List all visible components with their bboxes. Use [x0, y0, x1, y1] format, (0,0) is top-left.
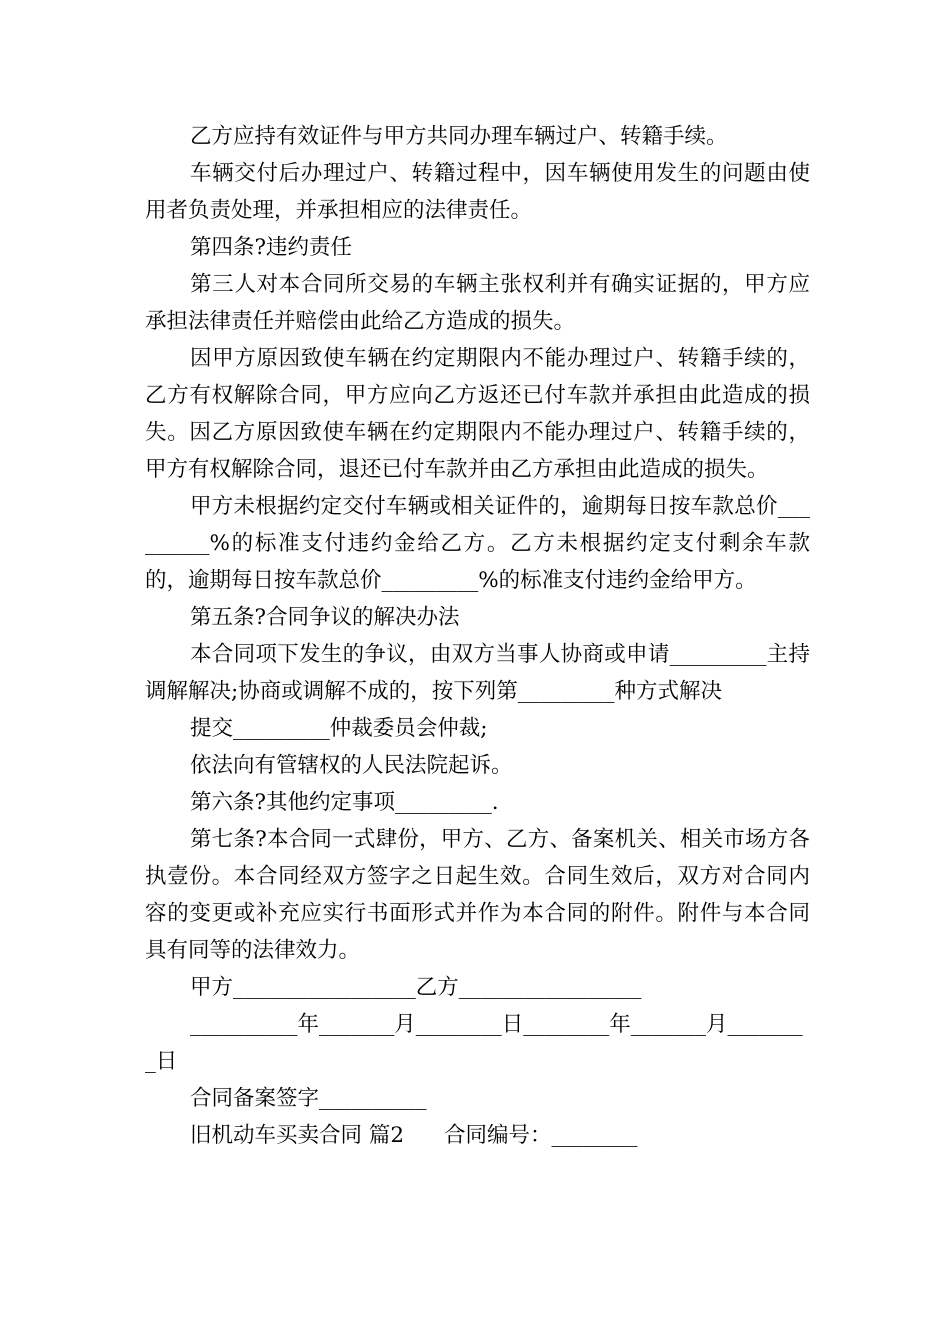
filing-signature-line: 合同备案签字__________ [190, 1086, 427, 1111]
paragraph-article-7: 第七条?本合同一式肆份，甲方、乙方、备案机关、相关市场方各执壹份。本合同经双方签字之日起生效。合同生效后，双方对合同内容的变更或补充应实行书面形式并作为本合同的附件。附件与本合同具有同等的法律效力。 [145, 827, 810, 963]
paragraph-termination-rights: 因甲方原因致使车辆在约定期限内不能办理过户、转籍手续的，乙方有权解除合同，甲方应向乙方返还已付车款并承担由此造成的损失。因乙方原因致使车辆在约定期限内不能办理过户、转籍手续的，甲方有权解除合同，退还已付车款并由乙方承担由此造成的损失。 [145, 346, 810, 482]
paragraph-arbitration-option: 提交_________仲裁委员会仲裁; [190, 716, 488, 741]
next-contract-header [145, 1117, 810, 1154]
heading-article-6: 第六条?其他约定事项_________. [190, 790, 499, 815]
paragraph-third-party-claims: 第三人对本合同所交易的车辆主张权利并有确实证据的，甲方应承担法律责任并赔偿由此给乙方造成的损失。 [145, 272, 810, 334]
heading-article-4: 第四条?违约责任 [190, 235, 353, 260]
next-contract-title: 旧机动车买卖合同 篇2 [190, 1123, 405, 1148]
paragraph-litigation-option: 依法向有管辖权的人民法院起诉。 [190, 753, 513, 778]
contract-document [145, 118, 810, 1154]
heading-article-5: 第五条?合同争议的解决办法 [190, 605, 460, 630]
contract-number-label: 合同编号：________ [444, 1123, 638, 1148]
signature-dates-line: __________年_______月________日________年_______月________日 [145, 1012, 803, 1074]
paragraph-dispute-resolution: 本合同项下发生的争议，由双方当事人协商或申请_________主持调解解决;协商或调解不成的，按下列第_________种方式解决 [145, 642, 810, 704]
paragraph-usage-responsibility: 车辆交付后办理过户、转籍过程中，因车辆使用发生的问题由使用者负责处理，并承担相应的法律责任。 [145, 161, 810, 223]
paragraph-late-penalty: 甲方未根据约定交付车辆或相关证件的，逾期每日按车款总价_________%的标准支付违约金给乙方。乙方未根据约定支付剩余车款的，逾期每日按车款总价_________%的标准支付违约金给甲方。 [145, 494, 810, 593]
signature-parties-line: 甲方_________________乙方_________________ [190, 975, 642, 1000]
paragraph-transfer-documents: 乙方应持有效证件与甲方共同办理车辆过户、转籍手续。 [190, 124, 728, 149]
